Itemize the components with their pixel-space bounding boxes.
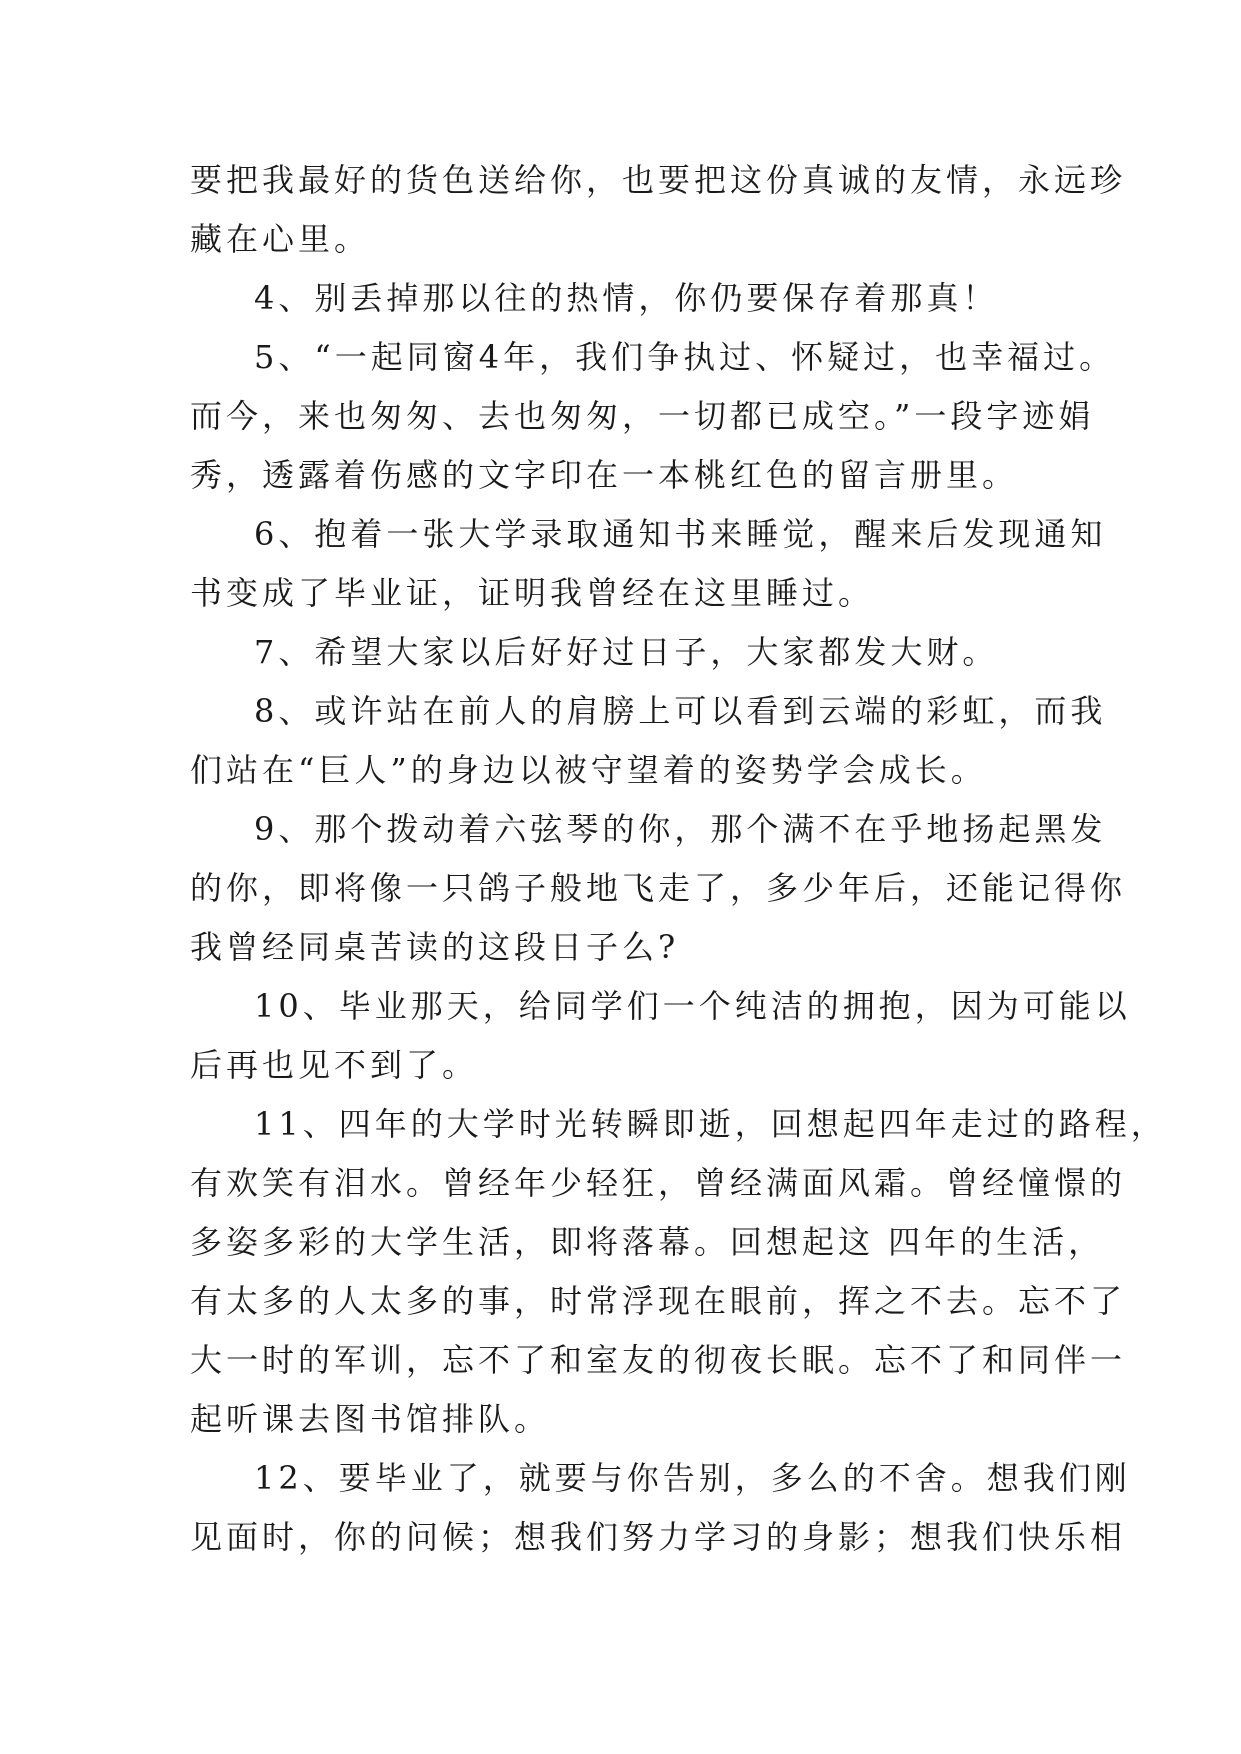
text-line: 见面时，你的问候；想我们努力学习的身影；想我们快乐相 bbox=[190, 1518, 1127, 1556]
text-line: 的你，即将像一只鸽子般地飞走了，多少年后，还能记得你 bbox=[190, 869, 1127, 907]
text-line: 有欢笑有泪水。曾经年少轻狂，曾经满面风霜。曾经憧憬的 bbox=[190, 1164, 1127, 1202]
text-line: 多姿多彩的大学生活，即将落幕。回想起这 四年的生活， bbox=[190, 1223, 1105, 1261]
text-line: 秀，透露着伤感的文字印在一本桃红色的留言册里。 bbox=[190, 456, 1019, 494]
text-line: 我曾经同桌苦读的这段日子么? bbox=[190, 928, 680, 966]
text-line: 大一时的军训，忘不了和室友的彻夜长眠。忘不了和同伴一 bbox=[190, 1341, 1127, 1379]
text-line: 们站在“巨人”的身边以被守望着的姿势学会成长。 bbox=[190, 751, 987, 789]
text-line: 书变成了毕业证，证明我曾经在这里睡过。 bbox=[190, 574, 875, 612]
text-line: 后再也见不到了。 bbox=[190, 1046, 479, 1084]
text-line: 8、或许站在前人的肩膀上可以看到云端的彩虹，而我 bbox=[254, 692, 1107, 730]
text-line: 4、别丢掉那以往的热情，你仍要保存着那真！ bbox=[254, 279, 999, 317]
text-line: 有太多的人太多的事，时常浮现在眼前，挥之不去。忘不了 bbox=[190, 1282, 1127, 1320]
text-line: 7、希望大家以后好好过日子，大家都发大财。 bbox=[254, 633, 999, 671]
text-line: 5、“一起同窗4年，我们争执过、怀疑过，也幸福过。 bbox=[254, 338, 1116, 376]
text-line: 而今，来也匆匆、去也匆匆，一切都已成空。”一段字迹娟 bbox=[190, 397, 1095, 435]
text-line: 要把我最好的货色送给你，也要把这份真诚的友情，永远珍 bbox=[190, 161, 1127, 199]
text-line: 11、四年的大学时光转瞬即逝，回想起四年走过的路程， bbox=[254, 1105, 1167, 1143]
text-line: 12、要毕业了，就要与你告别，多么的不舍。想我们刚 bbox=[254, 1459, 1131, 1497]
text-line: 9、那个拨动着六弦琴的你，那个满不在乎地扬起黑发 bbox=[254, 810, 1107, 848]
text-line: 6、抱着一张大学录取通知书来睡觉，醒来后发现通知 bbox=[254, 515, 1107, 553]
text-line: 藏在心里。 bbox=[190, 220, 371, 258]
text-line: 10、毕业那天，给同学们一个纯洁的拥抱，因为可能以 bbox=[254, 987, 1131, 1025]
text-line: 起听课去图书馆排队。 bbox=[190, 1400, 551, 1438]
